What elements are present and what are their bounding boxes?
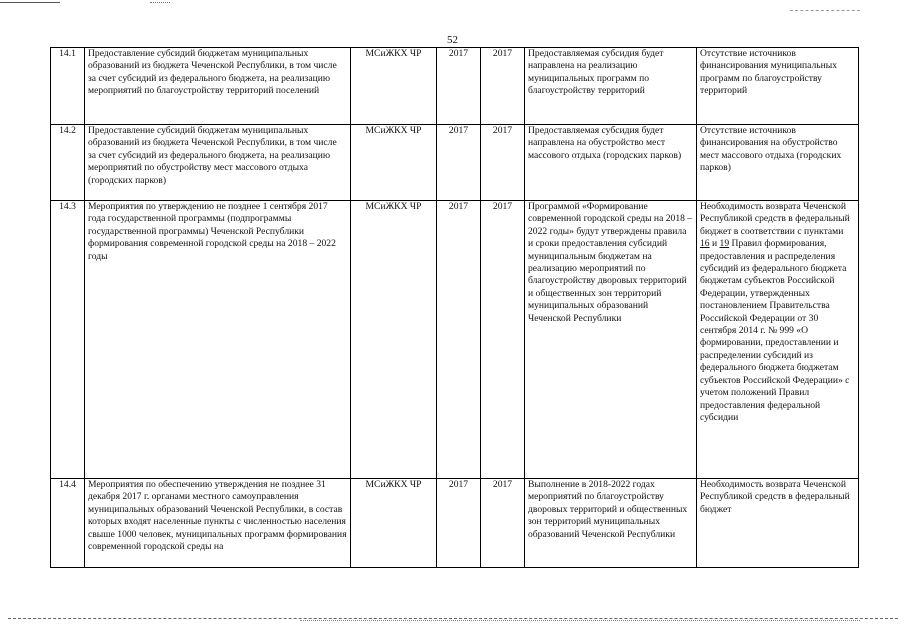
risk-cell: Отсутствие источников финансирования муниципальных программ по благоустройству территорий xyxy=(697,48,859,125)
scan-artifact-line xyxy=(150,2,170,3)
scan-artifact-line xyxy=(8,618,898,619)
table-row xyxy=(51,125,859,201)
start-year-cell: 2017 xyxy=(437,48,481,125)
table-row xyxy=(51,48,859,125)
risk-cell: Отсутствие источников финансирования на обустройство мест массового отдыха (городских парков) xyxy=(697,125,859,201)
table-row xyxy=(51,201,859,479)
end-year-cell: 2017 xyxy=(481,48,525,125)
event-cell xyxy=(85,479,351,568)
result-cell: Программой «Формирование современной городской среды на 2018 – 2022 годы» будут утверждены правила и сроки предоставления субсидий муниципальным бюджетам на реализацию мероприятий по благоустройству дворовых территорий и общественных зон территорий муниципальных образований Чеченской Республики xyxy=(525,201,697,479)
scan-artifact-line xyxy=(0,2,60,3)
result-cell: Предоставляемая субсидия будет направлена на обустройство мест массового отдыха (городских парков) xyxy=(525,125,697,201)
risk-text-part: Правил формирования, предоставления и распределения субсидий из федерального бюджета бюджетам субъектов Российской Федерации, утвержденных постановлением Правительства Российской Федерации от 30 сентября 2014 г. № 999 «О формировании, предоставлении и распределении субсидий из федерального бюджета бюджетам субъектов Российской Федерации» с учетом положений Правил предоставления федеральной субсидии xyxy=(700,238,850,423)
event-cell xyxy=(85,125,351,201)
risk-text-part: Необходимость возврата Чеченской Республикой средств в федеральный бюджет в соответствии с пунктами xyxy=(700,201,850,237)
start-year-cell: 2017 xyxy=(437,201,481,479)
event-text: Предоставление субсидий бюджетам муниципальных образований из бюджета Чеченской Республики, в том числе за счет субсидий из федерального бюджета, на реализацию мероприятий по обустройству мест массового отдыха (городских парков) xyxy=(88,125,337,186)
point-reference: 16 xyxy=(700,238,710,250)
event-text: Предоставление субсидий бюджетам муниципальных образований из бюджета Чеченской Республики, в том числе за счет субсидий из федерального бюджета, на реализацию мероприятий по благоустройству территорий поселений xyxy=(88,48,337,97)
row-number: 14.1 xyxy=(51,48,85,125)
result-cell xyxy=(525,479,697,568)
row-number: 14.4 xyxy=(51,479,85,568)
scan-bottom-artifacts xyxy=(0,618,905,622)
end-year-cell: 2017 xyxy=(481,479,525,568)
event-cell: Мероприятия по утверждению не позднее 1 сентября 2017 года государственной программы (подпрограммы государственной программы) Чеченской Республики формирования современной городской среды на 2018 – 2022 годы xyxy=(85,201,351,479)
end-year-cell: 2017 xyxy=(481,125,525,201)
risk-cell: Необходимость возврата Чеченской Республикой средств в федеральный бюджет xyxy=(697,479,859,568)
table-row xyxy=(51,479,859,568)
event-text: Мероприятия по обеспечению утверждения не позднее 31 декабря 2017 г. органами местного самоуправления муниципальных образований Чеченской Республики, в состав которых входят населенные пункты с численностью населения свыше 1000 человек, муниципальных программ формирования современной городской среды на xyxy=(88,479,347,553)
start-year-cell: 2017 xyxy=(437,479,481,568)
result-cell: Предоставляемая субсидия будет направлена на реализацию муниципальных программ по благоустройству территорий xyxy=(525,48,697,125)
event-cell xyxy=(85,48,351,125)
scan-top-artifacts xyxy=(0,0,905,12)
start-year-cell: 2017 xyxy=(437,125,481,201)
executor-cell: МСиЖКХ ЧР xyxy=(351,201,437,479)
row-number: 14.2 xyxy=(51,125,85,201)
result-text: Выполнение в 2018-2022 годах мероприятий по благоустройству дворовых территорий и общественных зон территорий муниципальных образований Чеченской Республики xyxy=(528,479,688,540)
risk-cell xyxy=(697,201,859,479)
point-reference: 19 xyxy=(719,238,730,250)
scan-artifact-line xyxy=(300,620,860,621)
end-year-cell: 2017 xyxy=(481,201,525,479)
row-number: 14.3 xyxy=(51,201,85,479)
executor-cell: МСиЖКХ ЧР xyxy=(351,125,437,201)
executor-cell: МСиЖКХ ЧР xyxy=(351,48,437,125)
program-measures-table xyxy=(50,47,859,568)
risk-text-part: и xyxy=(709,238,720,250)
scan-artifact-line xyxy=(790,10,860,11)
executor-cell: МСиЖКХ ЧР xyxy=(351,479,437,568)
page-number: 52 xyxy=(447,34,458,46)
